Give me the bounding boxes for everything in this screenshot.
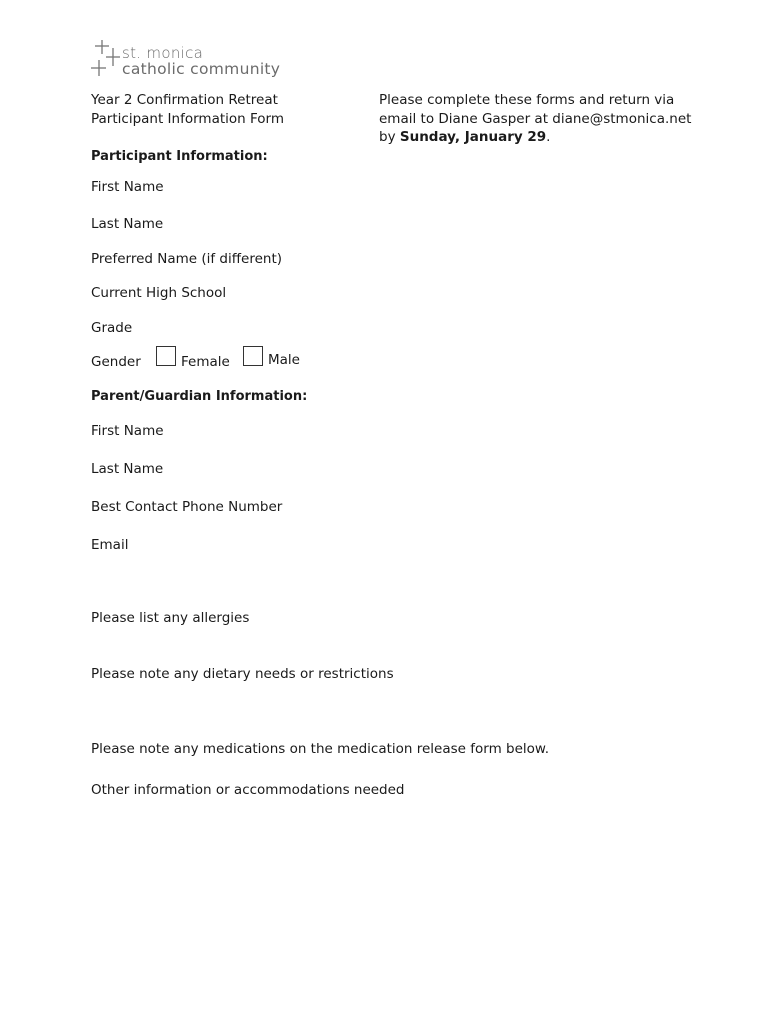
male-label: Male (268, 352, 300, 368)
st-monica-logo (89, 38, 309, 84)
high-school-label: Current High School (91, 285, 227, 301)
logo-text-line1: st. monica (122, 44, 204, 62)
other-info-label: Other information or accommodations needed (91, 782, 405, 798)
email-label: Email (91, 537, 129, 553)
instructions-line1: Please complete these forms and return via (379, 92, 675, 108)
parent-first-name-label: First Name (91, 423, 164, 439)
parent-heading: Parent/Guardian Information: (91, 389, 308, 404)
instructions (379, 91, 691, 147)
form-title-line2: Participant Information Form (91, 111, 285, 127)
instructions-end: . (546, 129, 551, 145)
grade-label: Grade (91, 320, 133, 336)
gender-label: Gender (91, 354, 141, 370)
participant-heading: Participant Information: (91, 149, 268, 164)
logo-text-line2: catholic community (122, 60, 281, 78)
dietary-label: Please note any dietary needs or restrictions (91, 666, 394, 682)
preferred-name-label: Preferred Name (if different) (91, 251, 283, 267)
male-checkbox[interactable] (243, 346, 263, 366)
allergies-label: Please list any allergies (91, 610, 250, 626)
instructions-line2: email to Diane Gasper at diane@stmonica.net (379, 110, 692, 127)
instructions-line3 (379, 128, 691, 147)
form-title (91, 91, 284, 129)
crosses-icon (89, 38, 121, 78)
parent-last-name-label: Last Name (91, 461, 164, 477)
phone-label: Best Contact Phone Number (91, 499, 283, 515)
participant-first-name-label: First Name (91, 179, 164, 195)
participant-last-name-label: Last Name (91, 216, 164, 232)
medications-note: Please note any medications on the medication release form below. (91, 741, 550, 757)
female-label: Female (181, 354, 230, 370)
instructions-by: by (379, 129, 400, 145)
female-checkbox[interactable] (156, 346, 176, 366)
due-date: Sunday, January 29 (399, 129, 547, 145)
form-title-line1: Year 2 Confirmation Retreat (91, 92, 278, 108)
